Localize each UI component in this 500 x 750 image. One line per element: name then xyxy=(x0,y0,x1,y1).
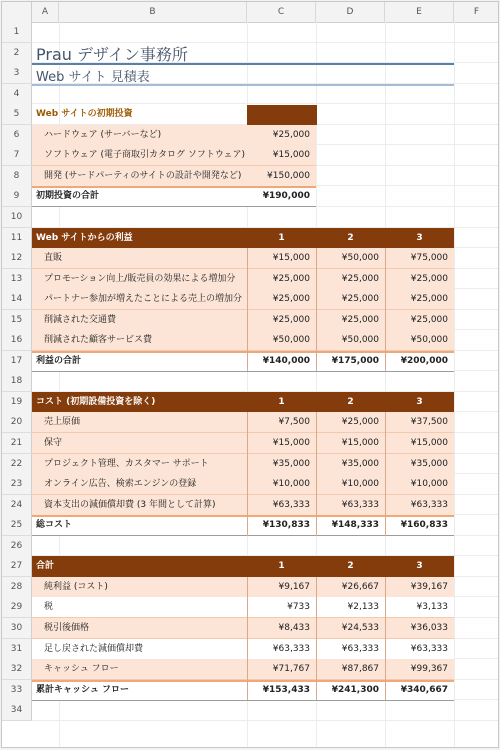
cost-total-value-3[interactable]: ¥160,833 xyxy=(400,520,448,531)
row-header-29[interactable]: 29 xyxy=(2,597,32,618)
initial-item-label[interactable]: ハードウェア (サーバーなど) xyxy=(44,129,162,140)
column-header-c[interactable]: C xyxy=(247,2,316,22)
cost-item-value-3[interactable]: ¥35,000 xyxy=(410,458,448,469)
summary-total-value-3[interactable]: ¥340,667 xyxy=(400,684,448,695)
summary-header[interactable]: 合計 xyxy=(36,561,55,572)
profit-total-value-2[interactable]: ¥175,000 xyxy=(331,355,379,366)
cost-item-value-2[interactable]: ¥63,333 xyxy=(341,499,379,510)
cost-item-label[interactable]: 資本支出の減価償却費 (3 年間として計算) xyxy=(44,499,216,510)
summary-item-label[interactable]: 税引後価格 xyxy=(44,622,90,633)
row-header-16[interactable]: 16 xyxy=(2,330,32,351)
column-separator xyxy=(247,577,248,700)
column-separator xyxy=(316,412,317,535)
row-header-18[interactable]: 18 xyxy=(2,371,32,392)
company-title: Prau デザイン事務所 xyxy=(36,45,188,64)
cost-item-label[interactable]: 売上原価 xyxy=(44,417,81,428)
summary-total-value-1[interactable]: ¥153,433 xyxy=(262,684,310,695)
row-header-7[interactable]: 7 xyxy=(2,145,32,166)
cost-item-value-1[interactable]: ¥35,000 xyxy=(272,458,310,469)
profit-item-value-3[interactable]: ¥25,000 xyxy=(410,273,448,284)
row-header-22[interactable]: 22 xyxy=(2,454,32,475)
row-header-32[interactable]: 32 xyxy=(2,659,32,680)
cost-item-value-2[interactable]: ¥35,000 xyxy=(341,458,379,469)
summary-item-label[interactable]: キャッシュ フロー xyxy=(44,664,119,675)
row-header-20[interactable]: 20 xyxy=(2,412,32,433)
row-header-25[interactable]: 25 xyxy=(2,515,32,536)
row-header-17[interactable]: 17 xyxy=(2,351,32,372)
initial-item-label[interactable]: 開発 (サードパーティのサイトの設計や開発など) xyxy=(44,170,242,181)
profit-year-3[interactable]: 3 xyxy=(416,232,423,243)
row-header-15[interactable]: 15 xyxy=(2,310,32,331)
row-header-34[interactable]: 34 xyxy=(2,700,32,721)
row-header-31[interactable]: 31 xyxy=(2,639,32,660)
row-header-4[interactable]: 4 xyxy=(2,84,32,105)
row-header-14[interactable]: 14 xyxy=(2,289,32,310)
summary-item-value-3[interactable]: ¥3,133 xyxy=(416,602,448,613)
initial-investment-header[interactable]: Web サイトの初期投資 xyxy=(36,109,133,120)
profit-item-label[interactable]: 削減された交通費 xyxy=(44,314,117,325)
summary-item-value-1[interactable]: ¥8,433 xyxy=(278,622,310,633)
profit-total-value-1[interactable]: ¥140,000 xyxy=(262,355,310,366)
row-header-10[interactable]: 10 xyxy=(2,207,32,228)
profit-item-label[interactable]: 直販 xyxy=(44,253,63,264)
profit-item-label[interactable]: プロモーション向上/販売員の効果による増加分 xyxy=(44,273,236,284)
row-header-3[interactable]: 3 xyxy=(2,63,32,84)
row-header-5[interactable]: 5 xyxy=(2,104,32,125)
profit-item-value-3[interactable]: ¥75,000 xyxy=(410,253,448,264)
profit-item-value-2[interactable]: ¥50,000 xyxy=(341,253,379,264)
cost-item-value-3[interactable]: ¥15,000 xyxy=(410,438,448,448)
profit-item-value-2[interactable]: ¥50,000 xyxy=(341,335,379,346)
cost-item-value-1[interactable]: ¥10,000 xyxy=(272,479,310,490)
profit-item-value-1[interactable]: ¥25,000 xyxy=(272,294,310,305)
column-header-e[interactable]: E xyxy=(385,2,454,22)
initial-total-value[interactable]: ¥190,000 xyxy=(262,191,310,202)
profit-year-1[interactable]: 1 xyxy=(278,232,285,243)
summary-item-value-2[interactable]: ¥26,667 xyxy=(341,581,379,592)
row-header-30[interactable]: 30 xyxy=(2,618,32,639)
profit-item-value-1[interactable]: ¥15,000 xyxy=(272,253,310,264)
summary-item-value-3[interactable]: ¥99,367 xyxy=(410,664,448,675)
row-header-27[interactable]: 27 xyxy=(2,556,32,577)
profit-item-value-2[interactable]: ¥25,000 xyxy=(341,273,379,284)
summary-item-value-2[interactable]: ¥24,533 xyxy=(341,622,379,633)
summary-year-3[interactable]: 3 xyxy=(416,561,423,572)
row-header-11[interactable]: 11 xyxy=(2,228,32,249)
summary-total-value-2[interactable]: ¥241,300 xyxy=(331,684,379,695)
initial-item-value[interactable]: ¥15,000 xyxy=(272,150,310,161)
cost-item-value-1[interactable]: ¥63,333 xyxy=(272,499,310,510)
profit-item-value-1[interactable]: ¥25,000 xyxy=(272,273,310,284)
grid-line xyxy=(32,720,498,721)
row-header-13[interactable]: 13 xyxy=(2,269,32,290)
profit-item-value-3[interactable]: ¥25,000 xyxy=(410,294,448,305)
summary-item-value-2[interactable]: ¥63,333 xyxy=(341,643,379,654)
cost-item-label[interactable]: 保守 xyxy=(44,438,63,448)
summary-item-value-1[interactable]: ¥71,767 xyxy=(272,664,310,675)
sheet-subtitle: Web サイト 見積表 xyxy=(36,70,150,85)
cost-item-value-3[interactable]: ¥10,000 xyxy=(410,479,448,490)
cost-item-value-1[interactable]: ¥15,000 xyxy=(272,438,310,448)
row-header-1[interactable]: 1 xyxy=(2,22,32,43)
summary-item-label[interactable]: 足し戻された減価償却費 xyxy=(44,643,144,654)
spreadsheet[interactable] xyxy=(1,1,499,748)
column-header-a[interactable]: A xyxy=(32,2,59,22)
summary-item-value-3[interactable]: ¥36,033 xyxy=(410,622,448,633)
profit-total-value-3[interactable]: ¥200,000 xyxy=(400,355,448,366)
summary-item-value-1[interactable]: ¥9,167 xyxy=(278,581,310,592)
cost-item-value-3[interactable]: ¥37,500 xyxy=(410,417,448,428)
cost-total-value-1[interactable]: ¥130,833 xyxy=(262,520,310,531)
summary-item-value-3[interactable]: ¥39,167 xyxy=(410,581,448,592)
initial-total-label[interactable]: 初期投資の合計 xyxy=(36,191,100,202)
profit-item-value-2[interactable]: ¥25,000 xyxy=(341,294,379,305)
column-separator xyxy=(316,577,317,700)
summary-year-1[interactable]: 1 xyxy=(278,561,285,572)
summary-item-value-1[interactable]: ¥733 xyxy=(287,602,310,613)
summary-item-value-2[interactable]: ¥2,133 xyxy=(347,602,379,613)
profit-total-label[interactable]: 利益の合計 xyxy=(36,355,82,366)
row-header-6[interactable]: 6 xyxy=(2,125,32,146)
column-header-bar xyxy=(2,2,498,23)
profit-item-label[interactable]: パートナー参加が増えたことによる売上の増加分 xyxy=(44,294,243,305)
row-header-12[interactable]: 12 xyxy=(2,248,32,269)
summary-item-label[interactable]: 税 xyxy=(44,602,54,613)
cost-item-value-1[interactable]: ¥7,500 xyxy=(278,417,310,428)
select-all-corner[interactable] xyxy=(2,2,32,22)
cost-item-label[interactable]: プロジェクト管理、カスタマー サポート xyxy=(44,458,209,469)
cost-total-value-2[interactable]: ¥148,333 xyxy=(331,520,379,531)
summary-total-label[interactable]: 累計キャッシュ フロー xyxy=(36,684,129,695)
profit-item-value-3[interactable]: ¥25,000 xyxy=(410,314,448,325)
row-header-2[interactable]: 2 xyxy=(2,43,32,64)
summary-year-2[interactable]: 2 xyxy=(347,561,354,572)
column-header-b[interactable]: B xyxy=(59,2,247,22)
cost-year-1[interactable]: 1 xyxy=(278,396,285,407)
cost-item-label[interactable]: オンライン広告、検索エンジンの登録 xyxy=(44,479,197,490)
row-header-24[interactable]: 24 xyxy=(2,495,32,516)
cost-header[interactable]: コスト (初期設備投資を除く) xyxy=(36,396,156,407)
column-separator xyxy=(247,248,248,371)
row-header-23[interactable]: 23 xyxy=(2,474,32,495)
column-header-d[interactable]: D xyxy=(316,2,385,22)
column-separator xyxy=(385,248,386,371)
column-separator xyxy=(247,412,248,535)
cost-item-value-2[interactable]: ¥10,000 xyxy=(341,479,379,490)
cost-item-value-3[interactable]: ¥63,333 xyxy=(410,499,448,510)
initial-item-value[interactable]: ¥25,000 xyxy=(272,129,310,140)
cost-item-value-2[interactable]: ¥15,000 xyxy=(341,438,379,448)
cost-year-3[interactable]: 3 xyxy=(416,396,423,407)
row-header-19[interactable]: 19 xyxy=(2,392,32,413)
row-header-9[interactable]: 9 xyxy=(2,186,32,207)
row-header-8[interactable]: 8 xyxy=(2,166,32,187)
profit-item-label[interactable]: 削減された顧客サービス費 xyxy=(44,335,153,346)
row-header-33[interactable]: 33 xyxy=(2,680,32,701)
profit-item-value-2[interactable]: ¥25,000 xyxy=(341,314,379,325)
profit-header[interactable]: Web サイトからの利益 xyxy=(36,232,133,243)
row-header-26[interactable]: 26 xyxy=(2,536,32,557)
row-header-28[interactable]: 28 xyxy=(2,577,32,598)
row-header-21[interactable]: 21 xyxy=(2,433,32,454)
cost-item-value-2[interactable]: ¥25,000 xyxy=(341,417,379,428)
column-separator xyxy=(385,577,386,700)
profit-year-2[interactable]: 2 xyxy=(347,232,354,243)
cost-year-2[interactable]: 2 xyxy=(347,396,354,407)
summary-item-value-3[interactable]: ¥63,333 xyxy=(410,643,448,654)
column-separator xyxy=(316,248,317,371)
column-separator xyxy=(385,412,386,535)
initial-item-label[interactable]: ソフトウェア (電子商取引カタログ ソフトウェア) xyxy=(44,150,246,161)
cost-total-label[interactable]: 総コスト xyxy=(36,520,73,531)
summary-item-value-2[interactable]: ¥87,867 xyxy=(341,664,379,675)
summary-item-label[interactable]: 純利益 (コスト) xyxy=(44,581,108,592)
profit-item-value-1[interactable]: ¥50,000 xyxy=(272,335,310,346)
initial-item-value[interactable]: ¥150,000 xyxy=(267,170,310,181)
column-header-f[interactable]: F xyxy=(454,2,499,22)
summary-item-value-1[interactable]: ¥63,333 xyxy=(272,643,310,654)
header-accent-cell xyxy=(247,105,317,125)
profit-item-value-1[interactable]: ¥25,000 xyxy=(272,314,310,325)
profit-item-value-3[interactable]: ¥50,000 xyxy=(410,335,448,346)
